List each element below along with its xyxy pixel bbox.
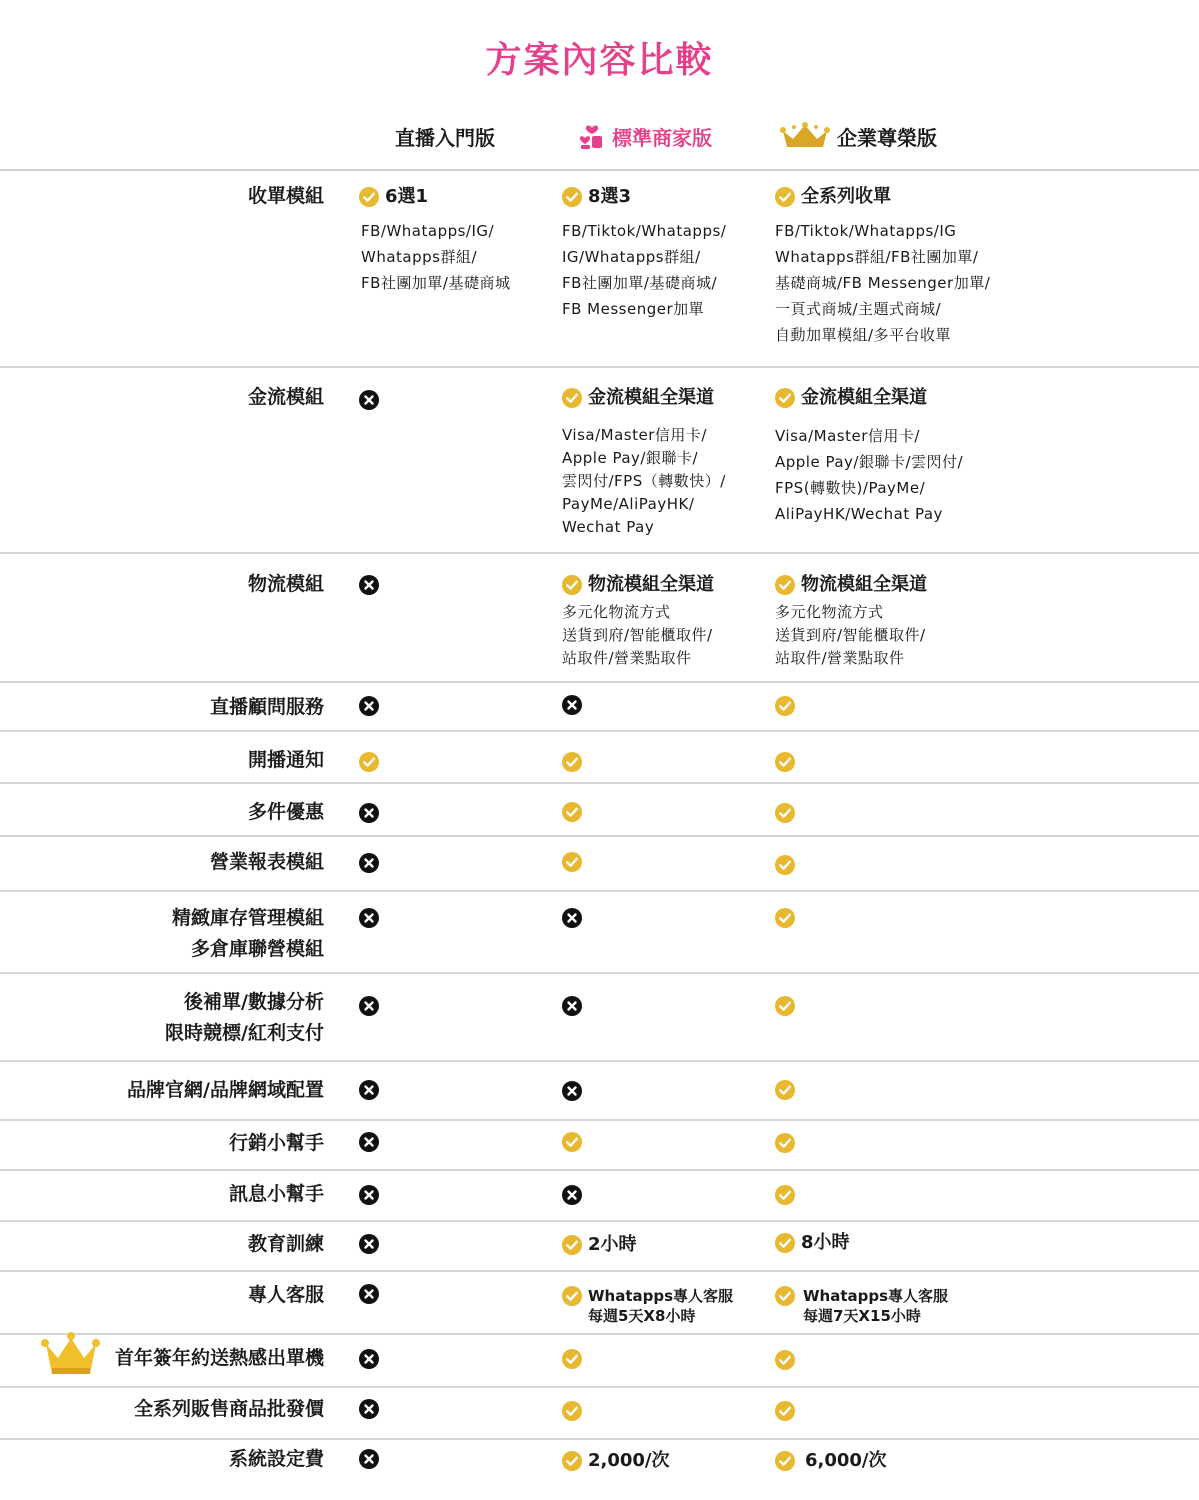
cell-brand-standard (562, 1081, 582, 1101)
cross-icon (359, 1234, 379, 1254)
check-icon (562, 1286, 582, 1306)
cell-analysis-enterprise (775, 996, 795, 1016)
cell-orders-basic: 6選1 (359, 187, 428, 207)
cross-icon (562, 996, 582, 1016)
row-label-message: 訊息小幫手 (228, 1183, 324, 1205)
cell-multi-basic (359, 803, 379, 823)
divider (0, 890, 1199, 892)
cross-icon (562, 695, 582, 715)
plan-name-enterprise: 企業尊榮版 (837, 125, 937, 150)
cell-payment-enterprise: 金流模組全渠道 (775, 388, 927, 408)
cell-consult-standard (562, 695, 582, 715)
check-icon (775, 696, 795, 716)
cell-setup-basic (359, 1449, 379, 1469)
cell-brand-enterprise (775, 1080, 795, 1100)
orders-basic-desc: FB/Whatapps/IG/ Whatapps群組/ FB社團加單/基礎商城 (361, 222, 511, 292)
row-label-wholesale: 全系列販售商品批發價 (133, 1398, 324, 1420)
check-icon (562, 852, 582, 872)
cell-message-standard (562, 1185, 582, 1205)
check-icon (562, 1349, 582, 1369)
cell-payment-basic (359, 390, 379, 410)
divider (0, 782, 1199, 784)
check-icon (775, 752, 795, 772)
cell-support-basic (359, 1284, 379, 1304)
cross-icon (359, 390, 379, 410)
cell-multi-enterprise (775, 803, 795, 823)
cross-icon (359, 1399, 379, 1419)
cell-printer-enterprise (775, 1350, 795, 1370)
cross-icon (359, 853, 379, 873)
cell-report-standard (562, 852, 582, 872)
orders-enterprise-desc: FB/Tiktok/Whatapps/IG Whatapps群組/FB社團加單/ 基礎商城/FB Messenger加單/ 一頁式商城/主題式商城/ 自動加單模組/多平台收單 (775, 222, 991, 344)
cell-multi-standard (562, 802, 582, 822)
cell-inventory-standard (562, 908, 582, 928)
cross-icon (359, 996, 379, 1016)
cell-inventory-basic (359, 908, 379, 928)
row-label-marketing: 行銷小幫手 (228, 1132, 324, 1154)
logistics-enterprise-desc: 多元化物流方式 送貨到府/智能櫃取件/ 站取件/營業點取件 (775, 603, 926, 667)
check-icon (562, 187, 582, 207)
crown-icon (40, 1330, 100, 1384)
cell-training-basic (359, 1234, 379, 1254)
row-label-setup: 系統設定費 (228, 1448, 324, 1470)
divider (0, 1270, 1199, 1272)
cell-marketing-enterprise (775, 1133, 795, 1153)
plan-name-standard: 標準商家版 (612, 125, 712, 150)
cross-icon (562, 1185, 582, 1205)
cross-icon (359, 1132, 379, 1152)
cell-report-basic (359, 853, 379, 873)
row-label-training: 教育訓練 (247, 1233, 324, 1255)
check-icon (775, 855, 795, 875)
divider (0, 1386, 1199, 1388)
payment-standard-desc: Visa/Master信用卡/ Apple Pay/銀聯卡/ 雲閃付/FPS（轉數快）/ PayMe/AliPayHK/ Wechat Pay (562, 426, 726, 536)
cell-notify-standard (562, 752, 582, 772)
row-label-orders: 收單模組 (247, 185, 324, 207)
orders-standard-desc: FB/Tiktok/Whatapps/ IG/Whatapps群組/ FB社團加單/基礎商城/ FB Messenger加單 (562, 222, 727, 318)
check-icon (562, 752, 582, 772)
cell-marketing-basic (359, 1132, 379, 1152)
cell-logistics-basic (359, 575, 379, 595)
cell-wholesale-basic (359, 1399, 379, 1419)
cell-printer-standard (562, 1349, 582, 1369)
divider (0, 552, 1199, 554)
cell-support-standard: Whatapps專人客服 每週5天X8小時 (562, 1286, 733, 1326)
check-icon (775, 1080, 795, 1100)
check-icon (775, 996, 795, 1016)
cross-icon (562, 1081, 582, 1101)
divider (0, 681, 1199, 683)
check-icon (359, 187, 379, 207)
check-icon (775, 388, 795, 408)
check-icon (562, 802, 582, 822)
check-icon (562, 388, 582, 408)
divider (0, 1169, 1199, 1171)
row-label-multi: 多件優惠 (247, 801, 324, 823)
check-icon (775, 1401, 795, 1421)
cell-brand-basic (359, 1080, 379, 1100)
cross-icon (359, 1080, 379, 1100)
cell-setup-enterprise: 6,000/次 (775, 1451, 887, 1471)
cross-icon (359, 1185, 379, 1205)
cell-setup-standard: 2,000/次 (562, 1451, 670, 1471)
cell-notify-enterprise (775, 752, 795, 772)
check-icon (775, 575, 795, 595)
cross-icon (359, 1449, 379, 1469)
check-icon (775, 1133, 795, 1153)
cell-notify-basic (359, 752, 379, 772)
divider (0, 1438, 1199, 1440)
cell-orders-enterprise: 全系列收單 (775, 187, 891, 207)
plan-header-basic (395, 118, 495, 154)
page-title: 方案內容比較 (485, 40, 714, 81)
divider (0, 366, 1199, 368)
row-label-notify: 開播通知 (247, 749, 324, 771)
cell-analysis-standard (562, 996, 582, 1016)
row-label-report: 營業報表模組 (209, 851, 324, 873)
divider (0, 835, 1199, 837)
check-icon (562, 1132, 582, 1152)
cross-icon (359, 908, 379, 928)
cell-orders-standard: 8選3 (562, 187, 631, 207)
cell-logistics-enterprise: 物流模組全渠道 (775, 575, 927, 595)
cell-wholesale-standard (562, 1401, 582, 1421)
check-icon (775, 1233, 795, 1253)
plan-header-enterprise (779, 118, 937, 154)
check-icon (562, 1401, 582, 1421)
check-icon (775, 187, 795, 207)
check-icon (775, 1350, 795, 1370)
divider (0, 1060, 1199, 1062)
row-label-analysis: 後補單/數據分析 限時競標/紅利支付 (165, 991, 324, 1044)
cross-icon (359, 1349, 379, 1369)
cross-icon (562, 908, 582, 928)
cell-logistics-standard: 物流模組全渠道 (562, 575, 714, 595)
cell-inventory-enterprise (775, 908, 795, 928)
cross-icon (359, 575, 379, 595)
plan-header-standard (578, 118, 712, 154)
row-label-printer: 首年簽年約送熱感出單機 (114, 1347, 324, 1369)
check-icon (775, 1451, 795, 1471)
check-icon (775, 1286, 795, 1306)
check-icon (562, 1451, 582, 1471)
cell-printer-basic (359, 1349, 379, 1369)
hearts-icon (578, 122, 606, 150)
crown-icon (779, 121, 831, 151)
cell-message-basic (359, 1185, 379, 1205)
cross-icon (359, 696, 379, 716)
check-icon (562, 1235, 582, 1255)
cell-training-enterprise: 8小時 (775, 1233, 850, 1253)
divider (0, 730, 1199, 732)
cell-consult-enterprise (775, 696, 795, 716)
check-icon (359, 752, 379, 772)
cell-marketing-standard (562, 1132, 582, 1152)
divider (0, 1119, 1199, 1121)
check-icon (775, 1185, 795, 1205)
check-icon (775, 908, 795, 928)
row-label-consult: 直播顧問服務 (209, 696, 324, 718)
row-label-inventory: 精緻庫存管理模組 多倉庫聯營模組 (171, 907, 324, 960)
divider (0, 1333, 1199, 1335)
cell-wholesale-enterprise (775, 1401, 795, 1421)
divider (0, 972, 1199, 974)
payment-enterprise-desc: Visa/Master信用卡/ Apple Pay/銀聯卡/雲閃付/ FPS(轉數快)/PayMe/ AliPayHK/Wechat Pay (775, 427, 964, 523)
cross-icon (359, 803, 379, 823)
row-label-payment: 金流模組 (247, 386, 324, 408)
row-label-logistics: 物流模組 (247, 573, 324, 595)
divider (0, 169, 1199, 171)
cross-icon (359, 1284, 379, 1304)
cell-analysis-basic (359, 996, 379, 1016)
cell-consult-basic (359, 696, 379, 716)
row-label-support: 專人客服 (247, 1284, 324, 1306)
cell-support-enterprise: Whatapps專人客服 每週7天X15小時 (775, 1286, 948, 1326)
plan-name-basic: 直播入門版 (395, 125, 495, 150)
cell-message-enterprise (775, 1185, 795, 1205)
cell-training-standard: 2小時 (562, 1235, 637, 1255)
row-label-brand: 品牌官網/品牌網域配置 (127, 1079, 324, 1101)
cell-report-enterprise (775, 855, 795, 875)
logistics-standard-desc: 多元化物流方式 送貨到府/智能櫃取件/ 站取件/營業點取件 (562, 603, 713, 667)
check-icon (775, 803, 795, 823)
divider (0, 1220, 1199, 1222)
check-icon (562, 575, 582, 595)
cell-payment-standard: 金流模組全渠道 (562, 388, 714, 408)
